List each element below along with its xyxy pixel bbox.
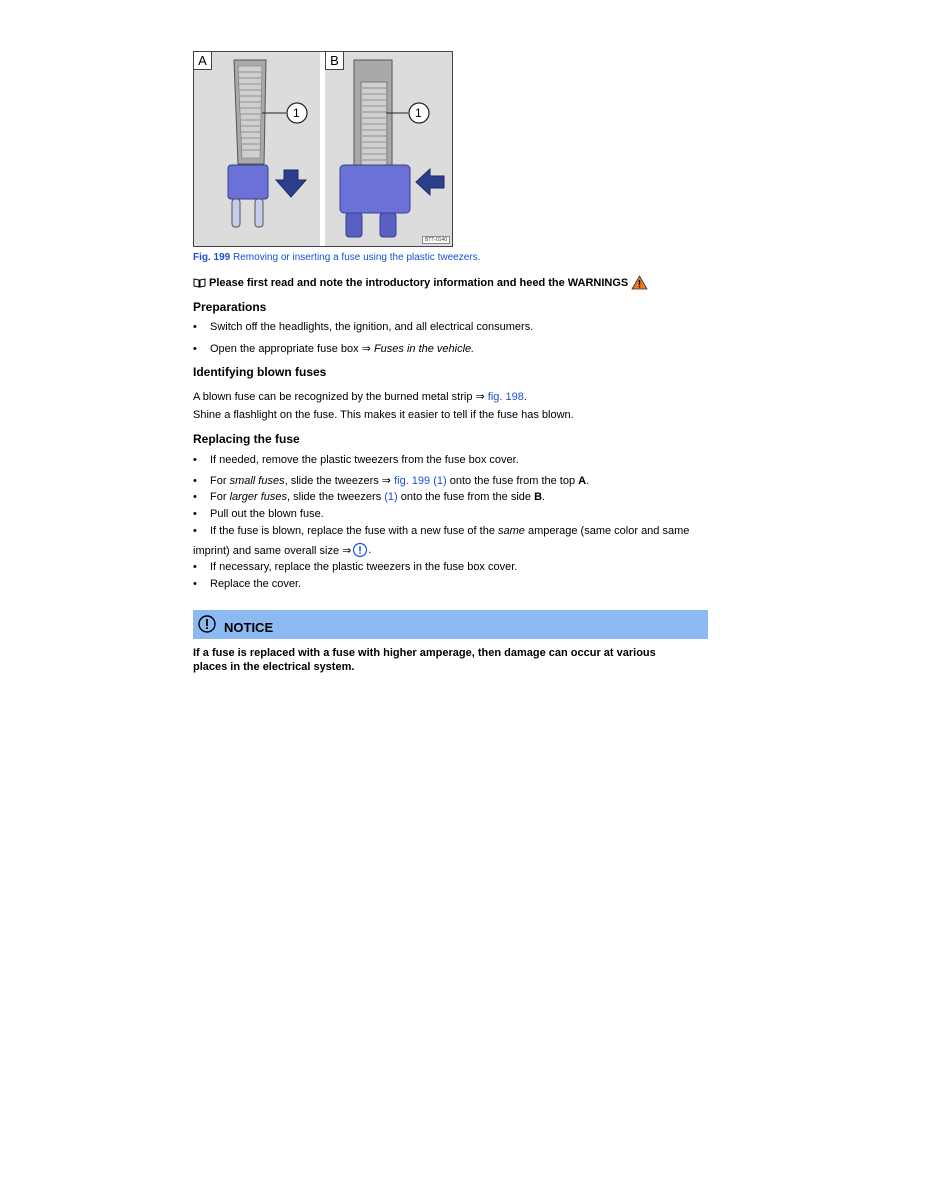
callout-b-number: 1 [415, 106, 422, 120]
list-item-text: Pull out the blown fuse. [210, 508, 324, 520]
text: , slide the tweezers [287, 491, 385, 503]
list-item: • Open the appropriate fuse box ⇒ Fuses in the vehicle. [193, 343, 475, 355]
callout-a-number: 1 [293, 106, 300, 120]
figure-caption [193, 252, 480, 263]
heading-replacing: Replacing the fuse [193, 432, 300, 446]
figure-199 [193, 51, 453, 247]
text: small fuses [229, 475, 285, 487]
text: For [210, 491, 230, 503]
list-item: • If needed, remove the plastic tweezers from the fuse box cover. [193, 454, 519, 466]
list-item-continuation [193, 542, 371, 558]
fig-199-link[interactable]: fig. 199 (1) [394, 475, 447, 487]
text: A [578, 475, 587, 487]
list-item-text: Replace the cover. [210, 578, 302, 590]
text: , slide the tweezers ⇒ [284, 475, 395, 487]
intro-line [193, 275, 648, 290]
notice-icon[interactable] [352, 542, 368, 558]
fig-198-link[interactable]: fig. 198 [487, 391, 524, 403]
text: amperage (same color and same [524, 525, 690, 537]
list-item-text: Open the appropriate fuse box ⇒ [210, 343, 374, 355]
fuses-in-vehicle-ref[interactable]: Fuses in the vehicle. [373, 343, 475, 355]
tweezers-b [354, 60, 392, 180]
text: For [210, 475, 230, 487]
text: same [498, 525, 525, 537]
notice-title: NOTICE [224, 620, 274, 635]
heading-preparations: Preparations [193, 300, 267, 314]
text: . [523, 391, 527, 403]
callout-1-link[interactable]: (1) [384, 491, 398, 503]
text: larger fuses [229, 491, 288, 503]
list-item-text: Switch off the headlights, the ignition, and all electrical consumers. [210, 321, 534, 333]
identifying-line-1 [193, 390, 527, 403]
text: . [586, 475, 590, 487]
list-item: • If necessary, replace the plastic tweezers in the fuse box cover. [193, 561, 518, 573]
exclamation-circle-icon [197, 614, 217, 634]
caption-text: Removing or inserting a fuse using the plastic tweezers. [230, 252, 481, 263]
notice-bar [193, 610, 708, 639]
identifying-line-2: Shine a flashlight on the fuse. This makes it easier to tell if the fuse has blown. [193, 409, 574, 421]
heading-identifying: Identifying blown fuses [193, 365, 327, 379]
panel-a-label: A [194, 52, 212, 70]
list-item: • If the fuse is blown, replace the fuse with a new fuse of the same amperage (same color and same [193, 525, 690, 537]
fuse-a [228, 165, 268, 227]
text: If the fuse is blown, replace the fuse with a new fuse of the [210, 525, 498, 537]
text: B [534, 491, 543, 503]
text: imprint) and same overall size ⇒ [193, 544, 352, 557]
tweezers-a [234, 60, 266, 164]
text: . [542, 491, 546, 503]
fuse-illustration [194, 52, 452, 246]
caption-label: Fig. 199 [193, 252, 231, 263]
warning-icon[interactable] [631, 275, 648, 290]
text: onto the fuse from the top [446, 475, 579, 487]
text: A blown fuse can be recognized by the burned metal strip ⇒ [193, 391, 488, 403]
intro-text: Please first read and note the introductory information and heed the WARNINGS [209, 276, 629, 289]
list-item: • Replace the cover. [193, 578, 302, 590]
text: onto the fuse from the side [397, 491, 535, 503]
list-item: • Switch off the headlights, the ignition, and all electrical consumers. [193, 321, 534, 333]
panel-b-label: B [325, 52, 344, 70]
list-item-text: If needed, remove the plastic tweezers from the fuse box cover. [210, 454, 519, 466]
notice-text: If a fuse is replaced with a fuse with higher amperage, then damage can occur at various places in the electrical system. [193, 647, 656, 673]
book-icon [193, 278, 206, 288]
list-item: • Pull out the blown fuse. [193, 508, 324, 520]
fuse-b [340, 165, 410, 237]
list-item-text: If necessary, replace the plastic tweezers in the fuse box cover. [210, 561, 518, 573]
list-item: • For small fuses, slide the tweezers ⇒ fig. 199 (1) onto the fuse from the top A. [193, 475, 590, 487]
text: . [368, 544, 372, 556]
list-item: • For larger fuses, slide the tweezers (1) onto the fuse from the side B. [193, 491, 546, 503]
figure-code: BTT-0140 [422, 236, 450, 244]
